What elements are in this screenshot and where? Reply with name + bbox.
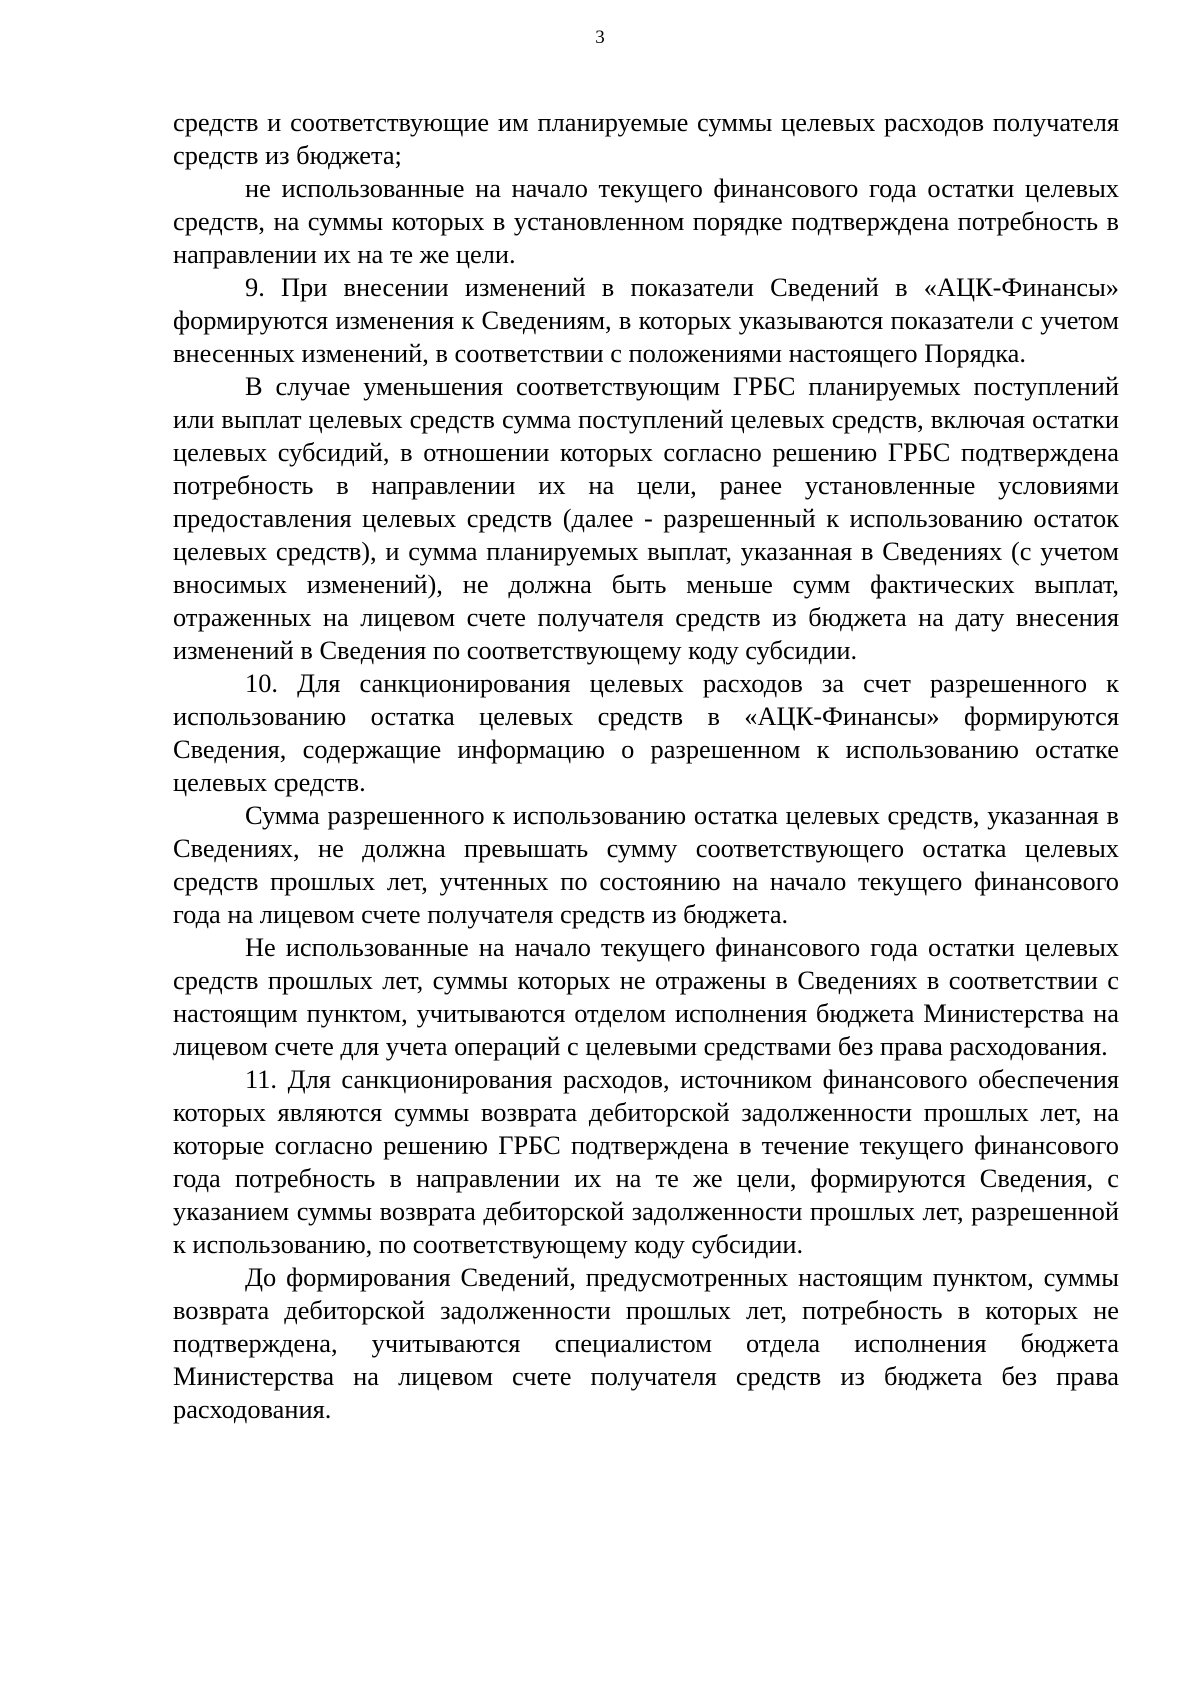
paragraph-item-11: 11. Для санкционирования расходов, источником финансового обеспечения которых являются суммы возврата дебиторской задолженности прошлых лет, на которые согласно решению ГРБС подтверждена в течение текущего финансового года потребность в направлении их на те же цели, формируются Сведения, с указанием суммы возврата дебиторской задолженности прошлых лет, разрешенной к использованию, по соответствующему коду субсидии. bbox=[173, 1064, 1119, 1259]
paragraph-item-10: 10. Для санкционирования целевых расходов за счет разрешенного к использованию остатка целевых средств в «АЦК-Финансы» формируются Сведения, содержащие информацию о разрешенном к использованию остатке целевых средств. bbox=[173, 668, 1119, 797]
page-number: 3 bbox=[595, 27, 605, 48]
paragraph-reduction-case: В случае уменьшения соответствующим ГРБС планируемых поступлений или выплат целевых средств сумма поступлений целевых средств, включая остатки целевых субсидий, в отношении которых согласно решению ГРБС подтверждена потребность в направлении их на цели, ранее установленные условиями предоставления целевых средств (далее - разрешенный к использованию остаток целевых средств), и сумма планируемых выплат, указанная в Сведениях (с учетом вносимых изменений), не должна быть меньше сумм фактических выплат, отраженных на лицевом счете получателя средств из бюджета на дату внесения изменений в Сведения по соответствующему коду субсидии. bbox=[173, 371, 1119, 665]
paragraph-unreflected-balances: Не использованные на начало текущего финансового года остатки целевых средств прошлых лет, суммы которых не отражены в Сведениях в соответствии с настоящим пунктом, учитываются отделом исполнения бюджета Министерства на лицевом счете для учета операций с целевыми средствами без права расходования. bbox=[173, 932, 1119, 1061]
paragraph-before-formation: До формирования Сведений, предусмотренных настоящим пунктом, суммы возврата дебиторской задолженности прошлых лет, потребность в которых не подтверждена, учитываются специалистом отдела исполнения бюджета Министерства на лицевом счете получателя средств из бюджета без права расходования. bbox=[173, 1262, 1119, 1424]
paragraph-permitted-amount: Сумма разрешенного к использованию остатка целевых средств, указанная в Сведениях, не должна превышать сумму соответствующего остатка целевых средств прошлых лет, учтенных по состоянию на начало текущего финансового года на лицевом счете получателя средств из бюджета. bbox=[173, 800, 1119, 929]
document-body bbox=[173, 106, 1119, 1426]
paragraph-item-9: 9. При внесении изменений в показатели Сведений в «АЦК-Финансы» формируются изменения к Сведениям, в которых указываются показатели с учетом внесенных изменений, в соответствии с положениями настоящего Порядка. bbox=[173, 272, 1119, 368]
paragraph-unused-balances: не использованные на начало текущего финансового года остатки целевых средств, на суммы которых в установленном порядке подтверждена потребность в направлении их на те же цели. bbox=[173, 173, 1119, 269]
paragraph-continuation: средств и соответствующие им планируемые суммы целевых расходов получателя средств из бюджета; bbox=[173, 107, 1119, 170]
